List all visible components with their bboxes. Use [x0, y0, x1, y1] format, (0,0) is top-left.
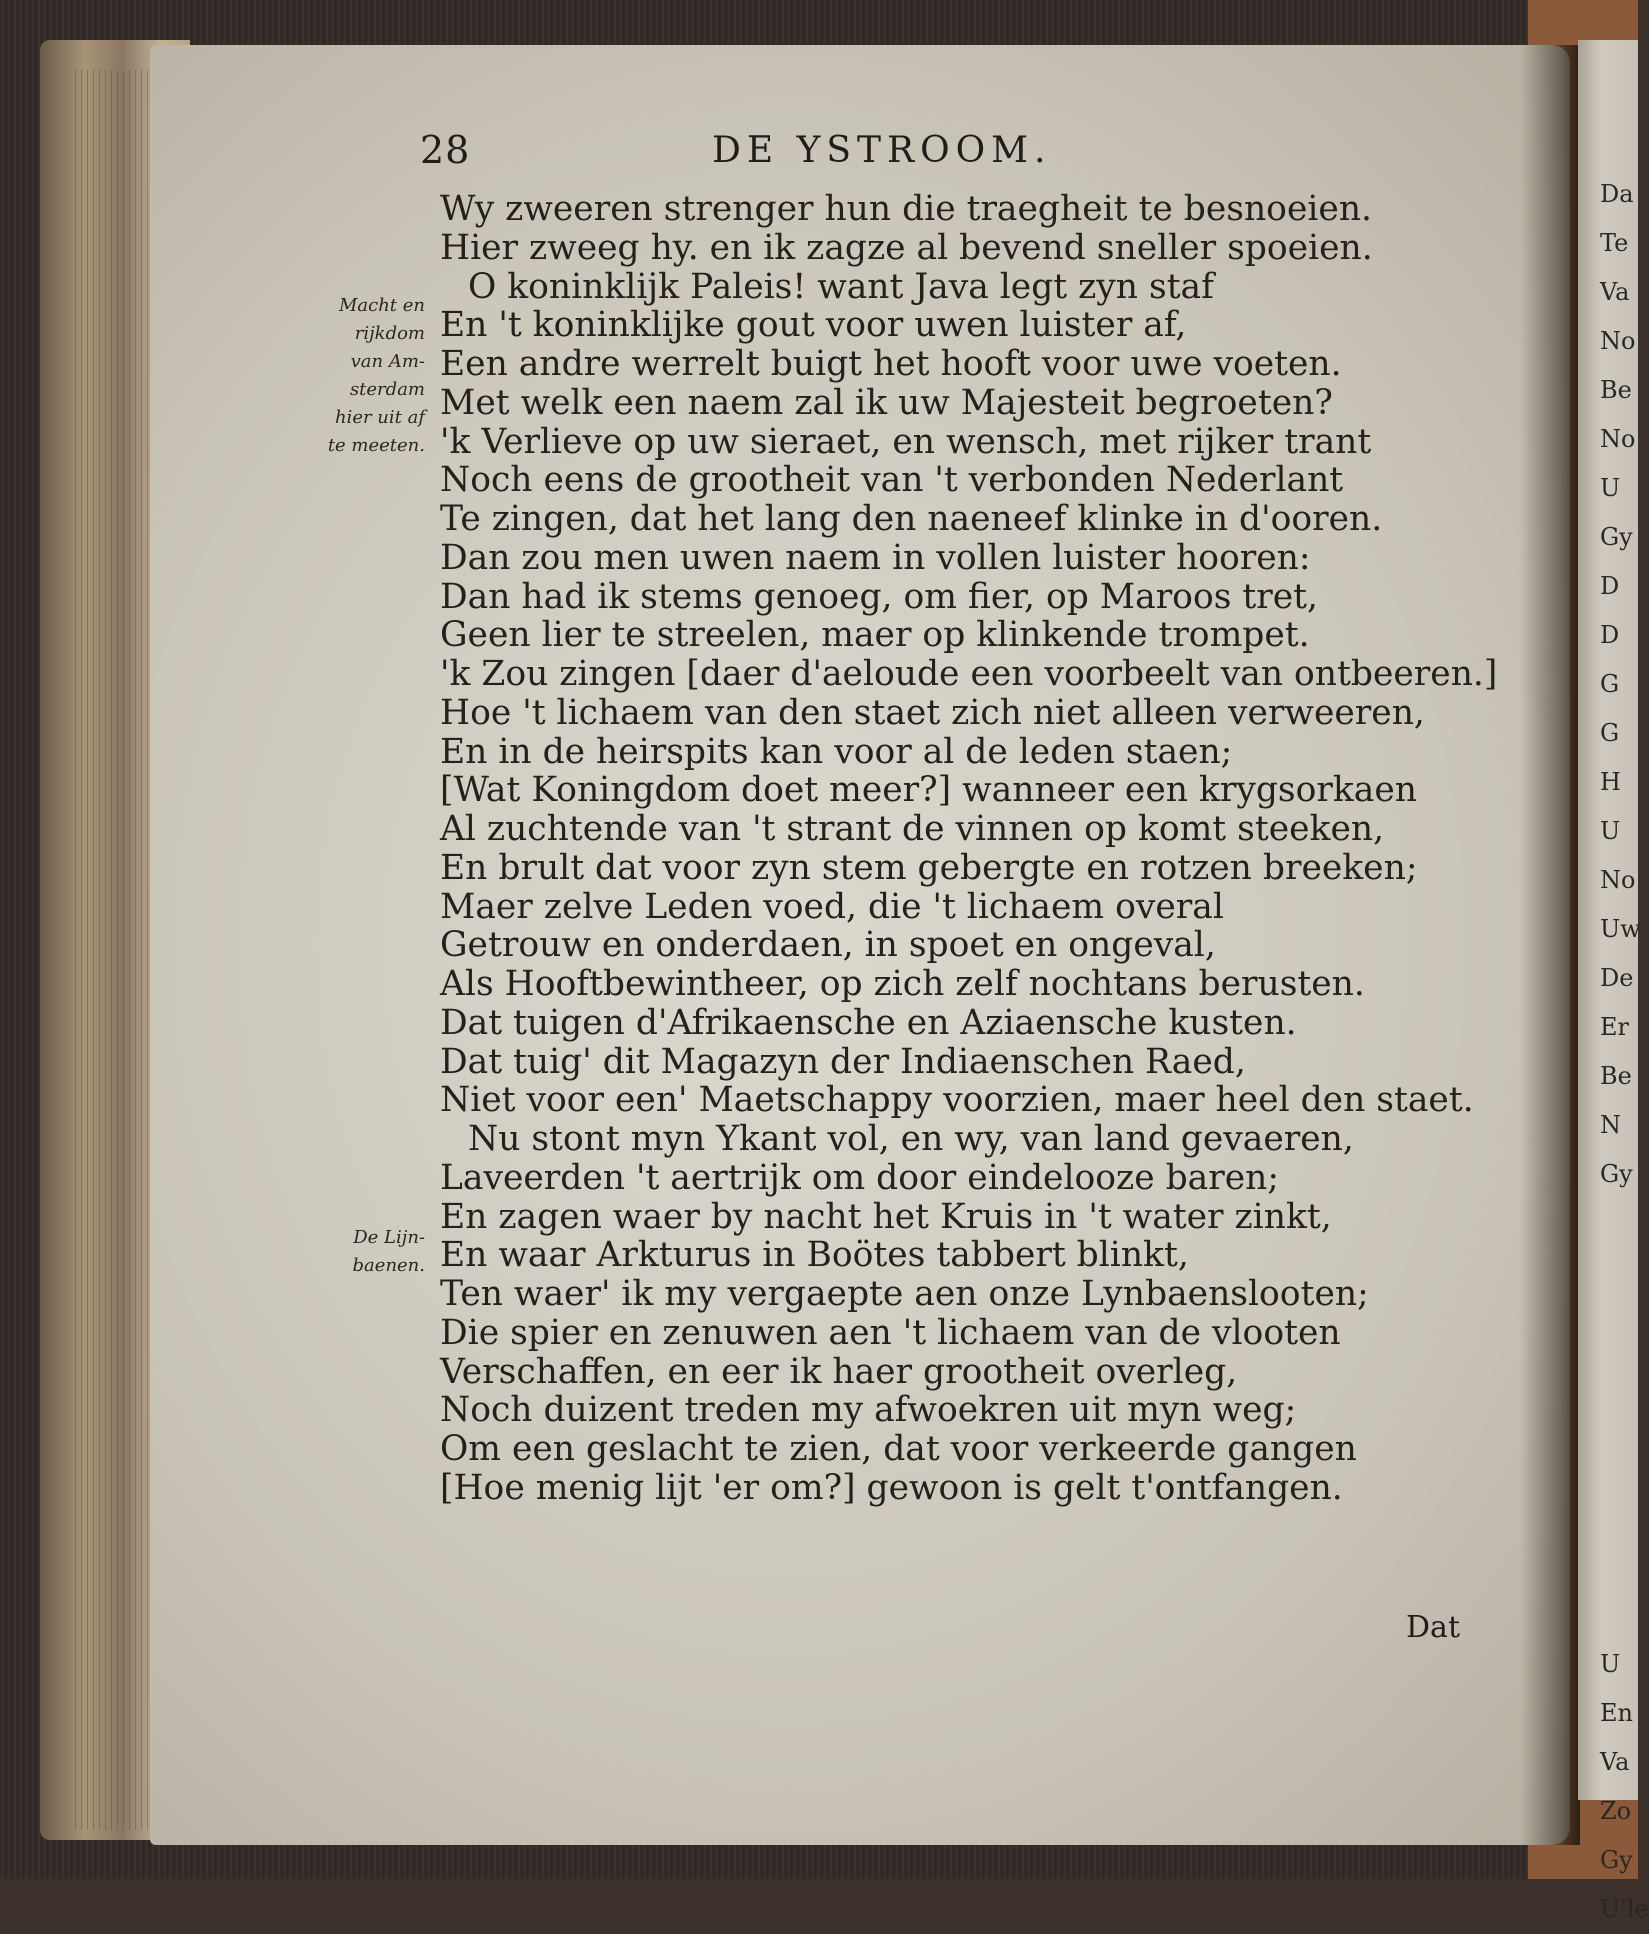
facing-page-fragment: Er — [1600, 1013, 1629, 1041]
facing-page-fragment: Zo — [1600, 1797, 1632, 1825]
verse-line: 'k Verlieve op uw sieraet, en wensch, met rijker trant — [440, 421, 1372, 462]
verse-line: Die spier en zenuwen aen 't lichaem van de vlooten — [440, 1312, 1341, 1353]
facing-page-fragment: D — [1600, 572, 1620, 600]
verse-line: [Wat Koningdom doet meer?] wanneer een krygsorkaen — [440, 770, 1418, 811]
verse-line: Dan had ik stems genoeg, om fier, op Maroos tret, — [440, 576, 1318, 617]
verse-line: En in de heirspits kan voor al de leden staen; — [440, 731, 1233, 772]
verse-line: Als Hooftbewintheer, op zich zelf nochtans berusten. — [440, 964, 1365, 1004]
verse-line: Om een geslacht te zien, dat voor verkeerde gangen — [440, 1429, 1357, 1469]
verse-line: Verschaffen, en eer ik haer grootheit overleg, — [440, 1351, 1238, 1392]
margin-note — [290, 292, 425, 460]
margin-note-line: rijkdom — [354, 323, 425, 344]
facing-page-fragment: Va — [1600, 1748, 1630, 1776]
facing-page-fragment: Te — [1600, 229, 1629, 257]
verse-line: En waar Arkturus in Boötes tabbert blinkt, — [440, 1235, 1189, 1276]
facing-page-fragment: N — [1600, 1111, 1621, 1139]
facing-page-fragment: De — [1600, 964, 1634, 992]
verse-line: [Hoe menig lijt 'er om?] gewoon is gelt t'ontfangen. — [440, 1467, 1343, 1508]
verse-line: En 't koninklijke gout voor uwen luister af, — [440, 305, 1187, 346]
verse-line: Hoe 't lichaem van den staet zich niet alleen verweeren, — [440, 692, 1425, 733]
facing-page-fragment: G — [1600, 670, 1620, 698]
verse-line: Geen lier te streelen, maer op klinkende trompet. — [440, 615, 1310, 656]
margin-note-line: baenen. — [352, 1255, 425, 1276]
margin-note-line: Macht en — [338, 295, 425, 316]
margin-note — [290, 1224, 425, 1280]
facing-page-fragment: En — [1600, 1699, 1633, 1727]
facing-page-fragment — [1600, 1199, 1638, 1248]
facing-page-fragment — [1600, 1591, 1638, 1640]
verse-line: Dat tuigen d'Afrikaensche en Aziaensche kusten. — [440, 1002, 1297, 1043]
facing-page-fragment: No — [1600, 866, 1636, 894]
verse-line: Hier zweeg hy. en ik zagze al bevend sneller spoeien. — [440, 227, 1373, 268]
facing-page-fragment: Be — [1600, 1062, 1632, 1090]
verse-line: Een andre werrelt buigt het hooft voor uwe voeten. — [440, 344, 1342, 384]
catchword: Dat — [1406, 1610, 1460, 1645]
facing-page-fragment: Da — [1600, 180, 1634, 208]
verse-line: Noch duizent treden my afwoekren uit myn weg; — [440, 1390, 1297, 1431]
facing-page-text-fragments — [1600, 170, 1649, 1934]
facing-page-fragment — [1600, 1297, 1638, 1346]
margin-note-line: De Lijn- — [353, 1227, 425, 1248]
facing-page-fragment: Gy — [1600, 1846, 1633, 1874]
margin-note-line: van Am- — [350, 351, 425, 372]
verse-line: Maer zelve Leden voed, die 't lichaem overal — [440, 886, 1224, 927]
facing-page-fragment: H — [1600, 768, 1621, 796]
facing-page-fragment: D — [1600, 621, 1620, 649]
facing-page-fragment: Gy — [1600, 1160, 1633, 1188]
facing-page-fragment — [1600, 1444, 1638, 1493]
facing-page-fragment: Gy — [1600, 523, 1633, 551]
margin-note-line: te meeten. — [327, 435, 425, 456]
page-header — [420, 128, 1480, 178]
verse-line: Wy zweeren strenger hun die traegheit te besnoeien. — [440, 189, 1373, 229]
verse-line: 'k Zou zingen [daer d'aeloude een voorbeelt van ontbeeren.] — [440, 654, 1498, 694]
verse-line: Met welk een naem zal ik uw Majesteit begroeten? — [440, 382, 1333, 423]
verse-line: En brult dat voor zyn stem gebergte en rotzen breeken; — [440, 847, 1418, 888]
verse-line: Getrouw en onderdaen, in spoet en ongeval, — [440, 925, 1216, 966]
facing-page-fragment: No — [1600, 327, 1636, 355]
verse-line: O koninklijk Paleis! want Java legt zyn staf — [468, 266, 1214, 307]
running-title: DE YSTROOM. — [712, 130, 1052, 171]
facing-page-fragment — [1600, 1346, 1638, 1395]
book-gutter — [1520, 45, 1580, 1845]
facing-page-fragment — [1600, 1542, 1638, 1591]
page-number: 28 — [420, 128, 471, 172]
verse-line: Noch eens de grootheit van 't verbonden Nederlant — [440, 460, 1344, 501]
facing-page-fragment: No — [1600, 425, 1636, 453]
verse-line: Ten waer' ik my vergaepte aen onze Lynbaenslooten; — [440, 1274, 1369, 1314]
verse-line: Te zingen, dat het lang den naeneef klinke in d'ooren. — [440, 499, 1383, 539]
verse-line: Dat tuig' dit Magazyn der Indiaenschen Raed, — [440, 1041, 1246, 1082]
facing-page-fragment: Be — [1600, 376, 1632, 404]
verse-line: Laveerden 't aertrijk om door eindelooze baren; — [440, 1157, 1279, 1198]
facing-page-fragment: U — [1600, 1650, 1621, 1678]
verse-line: En zagen waer by nacht het Kruis in 't water zinkt, — [440, 1196, 1332, 1237]
facing-page-fragment: U — [1600, 474, 1621, 502]
margin-note-line: sterdam — [349, 379, 425, 400]
facing-page-fragment — [1600, 1248, 1638, 1297]
verse-line: Nu stont myn Ykant vol, en wy, van land gevaeren, — [468, 1119, 1354, 1159]
verse-text — [440, 189, 1498, 1508]
facing-page-fragment — [1600, 1493, 1638, 1542]
facing-page-fragment — [1600, 1395, 1638, 1444]
verse-line: Dan zou men uwen naem in vollen luister hooren: — [440, 537, 1311, 578]
verse-line: Niet voor een' Maetschappy voorzien, maer heel den staet. — [440, 1080, 1474, 1121]
facing-page-fragment: Uw — [1600, 915, 1641, 943]
facing-page-fragment: G — [1600, 719, 1620, 747]
verse-line: Al zuchtende van 't strant de vinnen op komt steeken, — [440, 809, 1385, 849]
facing-page-fragment: U — [1600, 817, 1621, 845]
facing-page-fragment: Va — [1600, 278, 1630, 306]
margin-note-line: hier uit af — [334, 407, 425, 428]
facing-page-fragment: U'le — [1600, 1895, 1649, 1923]
